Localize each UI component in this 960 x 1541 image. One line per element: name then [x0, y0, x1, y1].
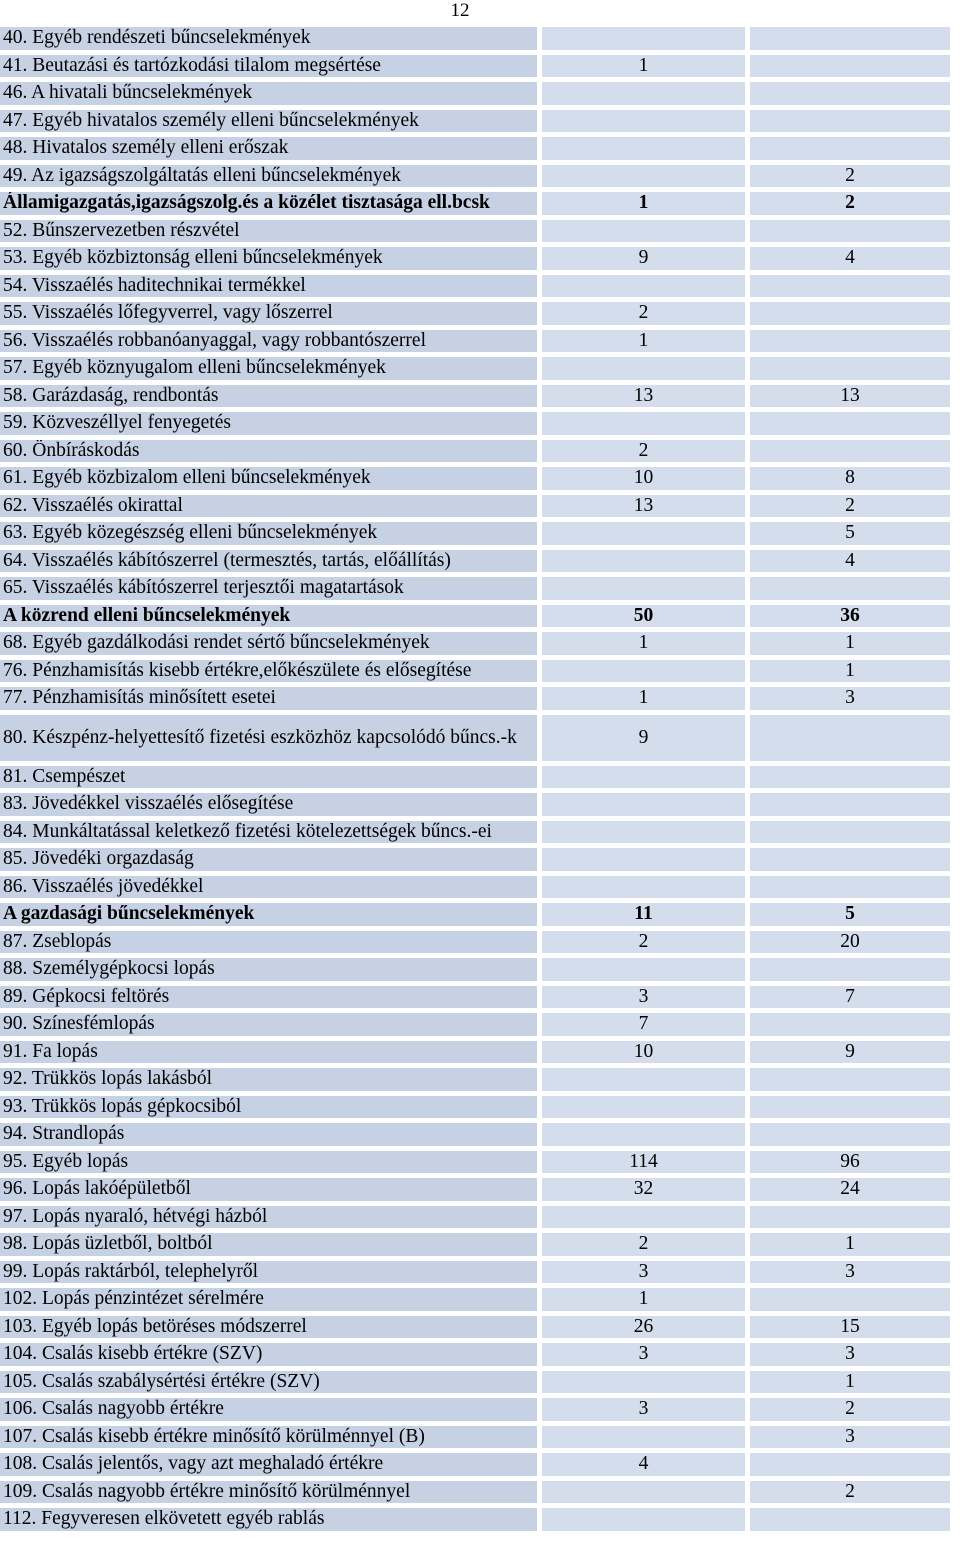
count-cell-col2: 2: [750, 1398, 955, 1426]
table-row: [0, 550, 955, 578]
count-cell-col2: 2: [750, 495, 955, 523]
count-cell-col1: 13: [542, 385, 750, 413]
crime-category-cell: 83. Jövedékkel visszaélés elősegítése: [0, 793, 542, 821]
count-cell-col2: [750, 1068, 955, 1096]
table-row: [0, 958, 955, 986]
crime-category-cell: 105. Csalás szabálysértési értékre (SZV): [0, 1371, 542, 1399]
count-cell-col1: 2: [542, 302, 750, 330]
crime-category-cell: 56. Visszaélés robbanóanyaggal, vagy robbantószerrel: [0, 330, 542, 358]
table-row: [0, 55, 955, 83]
count-cell-col2: [750, 1206, 955, 1234]
crime-category-cell: 40. Egyéb rendészeti bűncselekmények: [0, 27, 542, 55]
count-cell-col2: [750, 821, 955, 849]
count-cell-col2: [750, 440, 955, 468]
count-cell-col1: 4: [542, 1453, 750, 1481]
crime-category-cell: 41. Beutazási és tartózkodási tilalom megsértése: [0, 55, 542, 83]
count-cell-col1: [542, 577, 750, 605]
table-row: [0, 1316, 955, 1344]
table-row: [0, 220, 955, 248]
count-cell-col1: [542, 793, 750, 821]
count-cell-col2: 9: [750, 1041, 955, 1069]
crime-category-cell: 99. Lopás raktárból, telephelyről: [0, 1261, 542, 1289]
crime-category-cell: 68. Egyéb gazdálkodási rendet sértő bűncselekmények: [0, 632, 542, 660]
table-row: [0, 632, 955, 660]
table-row: [0, 1068, 955, 1096]
count-cell-col1: [542, 357, 750, 385]
count-cell-col1: 3: [542, 1261, 750, 1289]
table-row: [0, 1233, 955, 1261]
crime-category-cell: 65. Visszaélés kábítószerrel terjesztői magatartások: [0, 577, 542, 605]
count-cell-col1: [542, 412, 750, 440]
count-cell-col1: [542, 876, 750, 904]
crime-category-cell: 106. Csalás nagyobb értékre: [0, 1398, 542, 1426]
count-cell-col1: [542, 137, 750, 165]
count-cell-col1: [542, 660, 750, 688]
table-row: [0, 1508, 955, 1536]
count-cell-col1: 13: [542, 495, 750, 523]
table-row: [0, 793, 955, 821]
count-cell-col1: [542, 275, 750, 303]
table-row: [0, 876, 955, 904]
count-cell-col2: 2: [750, 192, 955, 220]
crime-category-cell: 98. Lopás üzletből, boltból: [0, 1233, 542, 1261]
count-cell-col2: 24: [750, 1178, 955, 1206]
count-cell-col2: 15: [750, 1316, 955, 1344]
count-cell-col1: [542, 1096, 750, 1124]
count-cell-col2: 3: [750, 687, 955, 715]
table-row: [0, 1178, 955, 1206]
count-cell-col2: [750, 715, 955, 766]
table-summary-row: [0, 605, 955, 633]
table-row: [0, 440, 955, 468]
crime-category-cell: 95. Egyéb lopás: [0, 1151, 542, 1179]
count-cell-col1: [542, 766, 750, 794]
count-cell-col2: 1: [750, 1371, 955, 1399]
crime-category-cell: 46. A hivatali bűncselekmények: [0, 82, 542, 110]
table-row: [0, 687, 955, 715]
count-cell-col2: 20: [750, 931, 955, 959]
crime-category-cell: 59. Közveszéllyel fenyegetés: [0, 412, 542, 440]
count-cell-col1: 10: [542, 1041, 750, 1069]
count-cell-col2: 1: [750, 1233, 955, 1261]
count-cell-col1: [542, 1068, 750, 1096]
table-row: [0, 1288, 955, 1316]
table-row: [0, 1398, 955, 1426]
crime-category-cell: 58. Garázdaság, rendbontás: [0, 385, 542, 413]
count-cell-col1: 50: [542, 605, 750, 633]
count-cell-col2: [750, 357, 955, 385]
count-cell-col2: [750, 220, 955, 248]
count-cell-col1: [542, 27, 750, 55]
crime-category-cell: A gazdasági bűncselekmények: [0, 903, 542, 931]
table-summary-row: [0, 192, 955, 220]
count-cell-col1: 1: [542, 192, 750, 220]
crime-category-cell: 104. Csalás kisebb értékre (SZV): [0, 1343, 542, 1371]
count-cell-col2: 3: [750, 1426, 955, 1454]
crime-category-cell: 61. Egyéb közbizalom elleni bűncselekmények: [0, 467, 542, 495]
count-cell-col2: [750, 137, 955, 165]
crime-category-cell: 55. Visszaélés lőfegyverrel, vagy lőszerrel: [0, 302, 542, 330]
table-row: [0, 522, 955, 550]
crime-statistics-table: [0, 27, 955, 1536]
crime-category-cell: 107. Csalás kisebb értékre minősítő körülménnyel (B): [0, 1426, 542, 1454]
count-cell-col1: 2: [542, 931, 750, 959]
crime-category-cell: 103. Egyéb lopás betöréses módszerrel: [0, 1316, 542, 1344]
count-cell-col1: 1: [542, 687, 750, 715]
count-cell-col1: 32: [542, 1178, 750, 1206]
crime-category-cell: 97. Lopás nyaraló, hétvégi házból: [0, 1206, 542, 1234]
table-row: [0, 1261, 955, 1289]
table-row: [0, 302, 955, 330]
count-cell-col1: [542, 958, 750, 986]
count-cell-col2: 1: [750, 632, 955, 660]
crime-category-cell: 57. Egyéb köznyugalom elleni bűncselekmények: [0, 357, 542, 385]
table-row: [0, 1013, 955, 1041]
table-row: [0, 385, 955, 413]
count-cell-col1: [542, 220, 750, 248]
page-number: 12: [450, 0, 470, 21]
count-cell-col1: [542, 1206, 750, 1234]
table-row: [0, 27, 955, 55]
crime-category-cell: 87. Zseblopás: [0, 931, 542, 959]
count-cell-col2: 3: [750, 1343, 955, 1371]
count-cell-col2: 13: [750, 385, 955, 413]
count-cell-col1: 1: [542, 1288, 750, 1316]
count-cell-col2: [750, 302, 955, 330]
crime-category-cell: 112. Fegyveresen elkövetett egyéb rablás: [0, 1508, 542, 1536]
table-row: [0, 715, 955, 766]
crime-category-cell: 77. Pénzhamisítás minősített esetei: [0, 687, 542, 715]
count-cell-col1: 114: [542, 1151, 750, 1179]
table-row: [0, 1206, 955, 1234]
crime-category-cell: 62. Visszaélés okirattal: [0, 495, 542, 523]
crime-category-cell: Államigazgatás,igazságszolg.és a közélet tisztasága ell.bcsk: [0, 192, 542, 220]
count-cell-col1: [542, 165, 750, 193]
count-cell-col1: 10: [542, 467, 750, 495]
count-cell-col1: [542, 522, 750, 550]
crime-category-cell: 63. Egyéb közegészség elleni bűncselekmények: [0, 522, 542, 550]
table-row: [0, 577, 955, 605]
table-row: [0, 495, 955, 523]
table-row: [0, 165, 955, 193]
table-row: [0, 1481, 955, 1509]
count-cell-col1: [542, 1123, 750, 1151]
crime-category-cell: 76. Pénzhamisítás kisebb értékre,előkészülete és elősegítése: [0, 660, 542, 688]
count-cell-col2: [750, 766, 955, 794]
count-cell-col2: [750, 27, 955, 55]
count-cell-col2: [750, 1123, 955, 1151]
count-cell-col1: 2: [542, 440, 750, 468]
crime-category-cell: 85. Jövedéki orgazdaság: [0, 848, 542, 876]
table-row: [0, 137, 955, 165]
count-cell-col2: [750, 958, 955, 986]
count-cell-col1: 1: [542, 632, 750, 660]
table-row: [0, 931, 955, 959]
count-cell-col1: 3: [542, 1398, 750, 1426]
crime-category-cell: 64. Visszaélés kábítószerrel (termesztés, tartás, előállítás): [0, 550, 542, 578]
count-cell-col2: [750, 55, 955, 83]
count-cell-col2: [750, 1453, 955, 1481]
crime-category-cell: 60. Önbíráskodás: [0, 440, 542, 468]
table-row: [0, 357, 955, 385]
table-row: [0, 1343, 955, 1371]
count-cell-col1: [542, 1508, 750, 1536]
count-cell-col1: 3: [542, 1343, 750, 1371]
count-cell-col2: [750, 412, 955, 440]
count-cell-col2: [750, 876, 955, 904]
crime-category-cell: 80. Készpénz-helyettesítő fizetési eszközhöz kapcsolódó bűncs.-k: [0, 715, 542, 766]
count-cell-col1: [542, 110, 750, 138]
count-cell-col2: 2: [750, 165, 955, 193]
table-row: [0, 275, 955, 303]
count-cell-col1: [542, 1481, 750, 1509]
count-cell-col2: [750, 577, 955, 605]
count-cell-col1: 3: [542, 986, 750, 1014]
table-row: [0, 766, 955, 794]
crime-category-cell: 49. Az igazságszolgáltatás elleni bűncselekmények: [0, 165, 542, 193]
count-cell-col2: [750, 82, 955, 110]
table-row: [0, 412, 955, 440]
crime-category-cell: 108. Csalás jelentős, vagy azt meghaladó értékre: [0, 1453, 542, 1481]
crime-category-cell: 96. Lopás lakóépületből: [0, 1178, 542, 1206]
count-cell-col1: [542, 821, 750, 849]
crime-category-cell: 92. Trükkös lopás lakásból: [0, 1068, 542, 1096]
table-row: [0, 467, 955, 495]
count-cell-col2: 4: [750, 247, 955, 275]
count-cell-col1: 2: [542, 1233, 750, 1261]
crime-category-cell: 88. Személygépkocsi lopás: [0, 958, 542, 986]
crime-category-cell: 47. Egyéb hivatalos személy elleni bűncselekmények: [0, 110, 542, 138]
table-row: [0, 1371, 955, 1399]
count-cell-col1: [542, 848, 750, 876]
count-cell-col2: [750, 110, 955, 138]
count-cell-col2: 4: [750, 550, 955, 578]
table-summary-row: [0, 903, 955, 931]
crime-category-cell: 52. Bűnszervezetben részvétel: [0, 220, 542, 248]
crime-category-cell: A közrend elleni bűncselekmények: [0, 605, 542, 633]
count-cell-col1: [542, 1426, 750, 1454]
table-row: [0, 82, 955, 110]
table-row: [0, 848, 955, 876]
crime-category-cell: 102. Lopás pénzintézet sérelmére: [0, 1288, 542, 1316]
table-row: [0, 247, 955, 275]
table-row: [0, 1123, 955, 1151]
crime-category-cell: 90. Színesfémlopás: [0, 1013, 542, 1041]
count-cell-col1: 1: [542, 55, 750, 83]
count-cell-col2: 8: [750, 467, 955, 495]
crime-category-cell: 53. Egyéb közbiztonság elleni bűncselekmények: [0, 247, 542, 275]
table-row: [0, 1453, 955, 1481]
table-row: [0, 1041, 955, 1069]
count-cell-col2: 3: [750, 1261, 955, 1289]
count-cell-col1: 7: [542, 1013, 750, 1041]
crime-category-cell: 109. Csalás nagyobb értékre minősítő körülménnyel: [0, 1481, 542, 1509]
crime-category-cell: 81. Csempészet: [0, 766, 542, 794]
table-row: [0, 1151, 955, 1179]
crime-category-cell: 93. Trükkös lopás gépkocsiból: [0, 1096, 542, 1124]
count-cell-col2: [750, 1508, 955, 1536]
table-row: [0, 821, 955, 849]
crime-category-cell: 84. Munkáltatással keletkező fizetési kötelezettségek bűncs.-ei: [0, 821, 542, 849]
count-cell-col1: 11: [542, 903, 750, 931]
count-cell-col2: [750, 1013, 955, 1041]
table-row: [0, 110, 955, 138]
crime-category-cell: 89. Gépkocsi feltörés: [0, 986, 542, 1014]
count-cell-col2: [750, 330, 955, 358]
crime-category-cell: 48. Hivatalos személy elleni erőszak: [0, 137, 542, 165]
count-cell-col2: 36: [750, 605, 955, 633]
table-row: [0, 330, 955, 358]
count-cell-col1: 9: [542, 247, 750, 275]
count-cell-col1: [542, 82, 750, 110]
count-cell-col1: 26: [542, 1316, 750, 1344]
table-row: [0, 1426, 955, 1454]
count-cell-col2: 1: [750, 660, 955, 688]
count-cell-col1: 9: [542, 715, 750, 766]
count-cell-col2: [750, 1096, 955, 1124]
table-row: [0, 986, 955, 1014]
count-cell-col2: 96: [750, 1151, 955, 1179]
crime-category-cell: 54. Visszaélés haditechnikai termékkel: [0, 275, 542, 303]
count-cell-col2: [750, 848, 955, 876]
count-cell-col2: [750, 275, 955, 303]
crime-category-cell: 91. Fa lopás: [0, 1041, 542, 1069]
count-cell-col2: [750, 1288, 955, 1316]
count-cell-col2: 7: [750, 986, 955, 1014]
count-cell-col2: 5: [750, 522, 955, 550]
table-row: [0, 1096, 955, 1124]
crime-category-cell: 86. Visszaélés jövedékkel: [0, 876, 542, 904]
count-cell-col1: [542, 550, 750, 578]
count-cell-col2: [750, 793, 955, 821]
table-row: [0, 660, 955, 688]
count-cell-col1: [542, 1371, 750, 1399]
count-cell-col1: 1: [542, 330, 750, 358]
count-cell-col2: 5: [750, 903, 955, 931]
crime-category-cell: 94. Strandlopás: [0, 1123, 542, 1151]
count-cell-col2: 2: [750, 1481, 955, 1509]
